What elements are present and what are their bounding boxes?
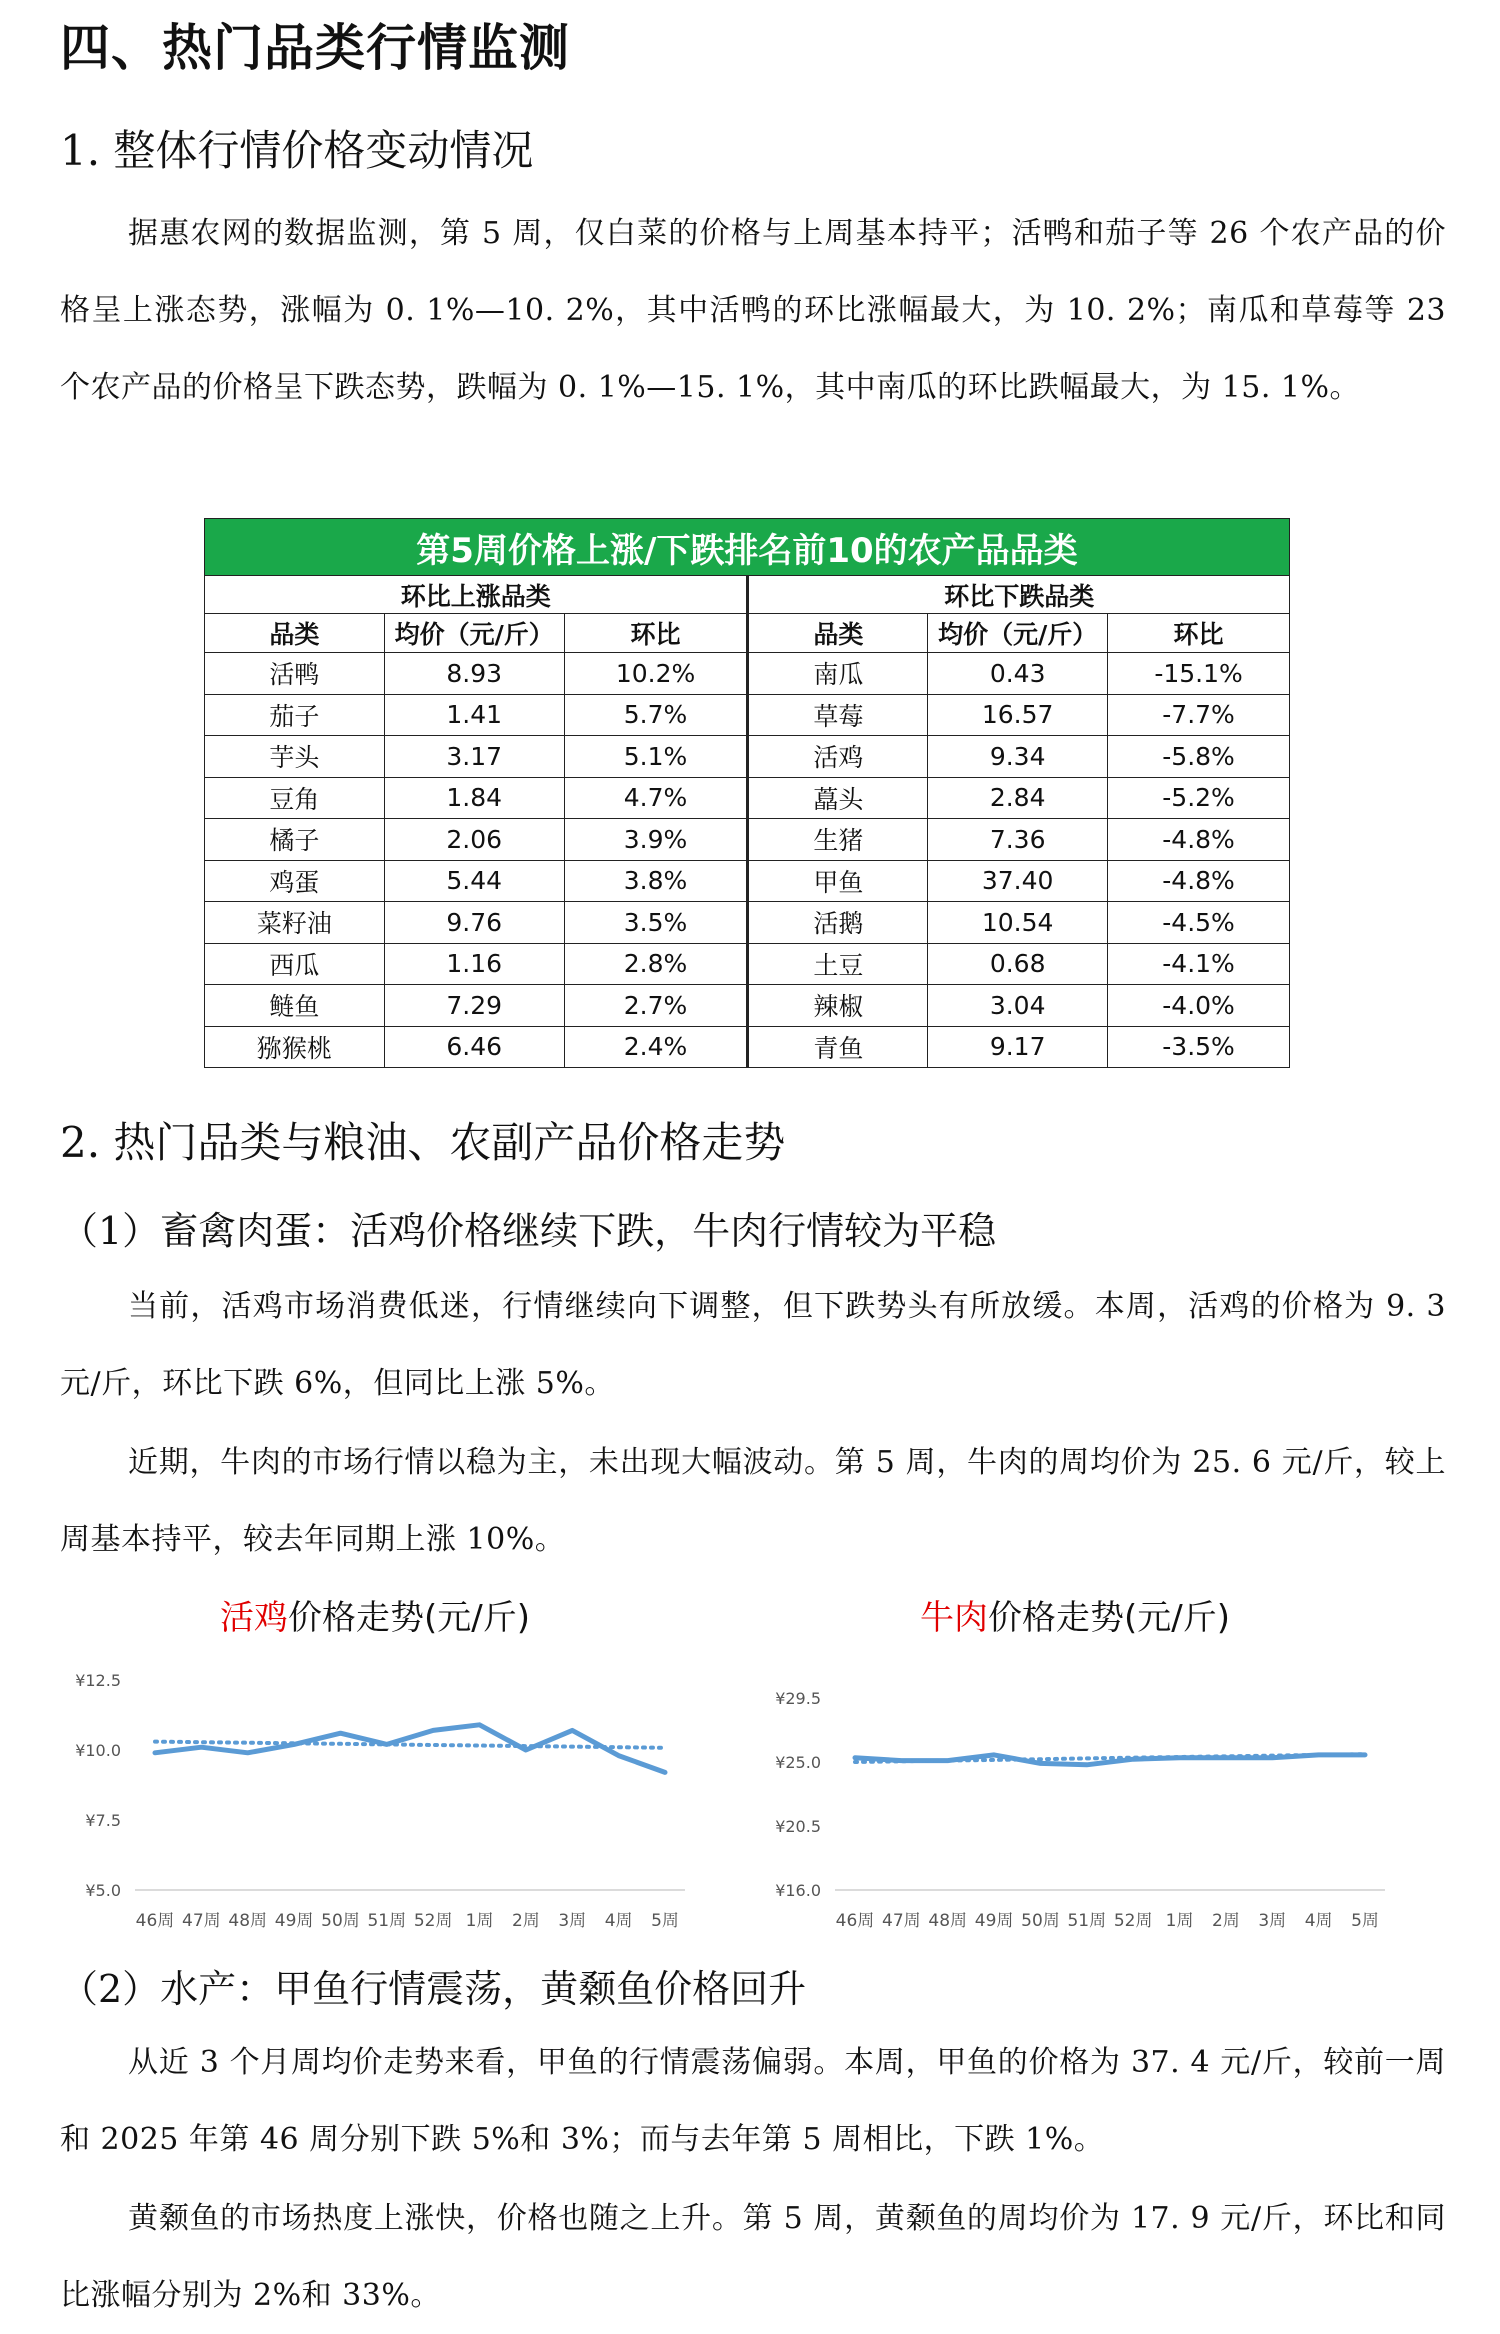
down-name-cell: 活鸡 xyxy=(748,736,928,778)
beef-xtick-label: 52周 xyxy=(1113,1911,1153,1931)
chicken-xtick-label: 48周 xyxy=(228,1911,268,1931)
up-price-cell: 3.17 xyxy=(384,736,564,778)
up-name-cell: 橘子 xyxy=(205,819,385,861)
chicken-xtick-label: 5周 xyxy=(651,1911,679,1931)
up-price-cell: 1.41 xyxy=(384,694,564,736)
down-name-cell: 活鹅 xyxy=(748,902,928,944)
section1-paragraph: 据惠农网的数据监测，第 5 周，仅白菜的价格与上周基本持平；活鸭和茄子等 26 个农产品的价格呈上涨态势，涨幅为 0. 1%—10. 2%，其中活鸭的环比涨幅最大，为 10. 2%；南瓜和草莓等 23 个农产品的价格呈下跌态势，跌幅为 0. 1%—15. 1%，其中南瓜的环比跌幅最大，为 15. 1%。 xyxy=(60,216,1446,405)
up-price-cell: 1.16 xyxy=(384,943,564,985)
beef-ytick-label: ¥25.0 xyxy=(775,1753,821,1772)
sub1-paragraph1: 当前，活鸡市场消费低迷，行情继续向下调整，但下跌势头有所放缓。本周，活鸡的价格为 9. 3 元/斤，环比下跌 6%，但同比上涨 5%。 xyxy=(60,1289,1446,1401)
up-name-cell: 猕猴桃 xyxy=(205,1026,385,1068)
chicken-xtick-label: 47周 xyxy=(182,1911,221,1931)
chicken-xtick-label: 51周 xyxy=(367,1911,407,1931)
beef-xtick-label: 2周 xyxy=(1211,1911,1240,1931)
table-row xyxy=(205,653,1290,695)
down-change-cell: -4.8% xyxy=(1108,819,1290,861)
col-change-up: 环比 xyxy=(564,614,748,653)
up-price-cell: 2.06 xyxy=(384,819,564,861)
up-name-cell: 菜籽油 xyxy=(205,902,385,944)
table-row xyxy=(205,902,1290,944)
beef-xtick-label: 49周 xyxy=(974,1911,1014,1931)
chicken-ytick-label: ¥7.5 xyxy=(85,1811,121,1830)
section2-title: 2. 热门品类与粮油、农副产品价格走势 xyxy=(60,1118,786,1167)
beef-xtick-label: 48周 xyxy=(928,1911,968,1931)
up-change-cell: 3.9% xyxy=(564,819,748,861)
down-price-cell: 37.40 xyxy=(928,860,1108,902)
beef-ytick-label: ¥29.5 xyxy=(775,1689,821,1708)
sub1-paragraph2: 近期，牛肉的市场行情以稳为主，未出现大幅波动。第 5 周，牛肉的周均价为 25. 6 元/斤，较上周基本持平，较去年同期上涨 10%。 xyxy=(60,1445,1446,1557)
down-price-cell: 7.36 xyxy=(928,819,1108,861)
beef-chart-svg xyxy=(750,1590,1410,1950)
sub2-paragraph2: 黄颡鱼的市场热度上涨快，价格也随之上升。第 5 周，黄颡鱼的周均价为 17. 9 元/斤，环比和同比涨幅分别为 2%和 33%。 xyxy=(60,2201,1446,2313)
up-change-cell: 3.8% xyxy=(564,860,748,902)
chicken-xtick-label: 1周 xyxy=(465,1911,494,1931)
down-header: 环比下跌品类 xyxy=(748,576,1290,614)
ranking-table xyxy=(204,518,1290,1068)
down-price-cell: 2.84 xyxy=(928,777,1108,819)
chicken-xtick-label: 49周 xyxy=(274,1911,314,1931)
down-price-cell: 3.04 xyxy=(928,985,1108,1027)
table-row xyxy=(205,736,1290,778)
ranking-table-wrap xyxy=(204,518,1290,1068)
chicken-xtick-label: 50周 xyxy=(321,1911,360,1931)
down-price-cell: 16.57 xyxy=(928,694,1108,736)
beef-chart-title-highlight: 牛肉 xyxy=(920,1598,988,1638)
chicken-price-chart xyxy=(50,1590,710,1950)
down-name-cell: 草莓 xyxy=(748,694,928,736)
down-change-cell: -5.2% xyxy=(1108,777,1290,819)
up-name-cell: 茄子 xyxy=(205,694,385,736)
up-price-cell: 9.76 xyxy=(384,902,564,944)
up-change-cell: 2.8% xyxy=(564,943,748,985)
chicken-trend-line xyxy=(155,1742,665,1748)
down-price-cell: 9.34 xyxy=(928,736,1108,778)
down-price-cell: 0.43 xyxy=(928,653,1108,695)
beef-price-chart xyxy=(750,1590,1410,1950)
beef-xtick-label: 50周 xyxy=(1021,1911,1060,1931)
sub1-title: （1）畜禽肉蛋：活鸡价格继续下跌，牛肉行情较为平稳 xyxy=(60,1209,997,1253)
chicken-xtick-label: 2周 xyxy=(511,1911,540,1931)
up-change-cell: 10.2% xyxy=(564,653,748,695)
beef-xtick-label: 51周 xyxy=(1067,1911,1107,1931)
section1-title: 1. 整体行情价格变动情况 xyxy=(60,126,534,175)
table-row xyxy=(205,943,1290,985)
down-change-cell: -4.5% xyxy=(1108,902,1290,944)
up-name-cell: 西瓜 xyxy=(205,943,385,985)
chicken-xtick-label: 52周 xyxy=(413,1911,453,1931)
down-name-cell: 土豆 xyxy=(748,943,928,985)
down-price-cell: 9.17 xyxy=(928,1026,1108,1068)
beef-ytick-label: ¥16.0 xyxy=(775,1881,821,1900)
table-row xyxy=(205,694,1290,736)
table-row xyxy=(205,860,1290,902)
sub2-title: （2）水产：甲鱼行情震荡，黄颡鱼价格回升 xyxy=(60,1967,807,2011)
down-name-cell: 藠头 xyxy=(748,777,928,819)
col-category-down: 品类 xyxy=(748,614,928,653)
down-name-cell: 生猪 xyxy=(748,819,928,861)
table-row xyxy=(205,1026,1290,1068)
down-change-cell: -15.1% xyxy=(1108,653,1290,695)
beef-ytick-label: ¥20.5 xyxy=(775,1817,821,1836)
down-change-cell: -4.0% xyxy=(1108,985,1290,1027)
table-title: 第5周价格上涨/下跌排名前10的农产品品类 xyxy=(205,519,1290,576)
up-price-cell: 6.46 xyxy=(384,1026,564,1068)
up-name-cell: 鲢鱼 xyxy=(205,985,385,1027)
down-change-cell: -4.8% xyxy=(1108,860,1290,902)
chicken-xtick-label: 46周 xyxy=(135,1911,175,1931)
chicken-chart-title-rest: 价格走势(元/斤) xyxy=(288,1598,530,1638)
col-change-down: 环比 xyxy=(1108,614,1290,653)
up-price-cell: 5.44 xyxy=(384,860,564,902)
chicken-ytick-label: ¥10.0 xyxy=(75,1741,121,1760)
chicken-ytick-label: ¥5.0 xyxy=(85,1881,121,1900)
down-change-cell: -5.8% xyxy=(1108,736,1290,778)
table-row xyxy=(205,819,1290,861)
down-price-cell: 10.54 xyxy=(928,902,1108,944)
beef-chart-title-rest: 价格走势(元/斤) xyxy=(988,1598,1230,1638)
chicken-chart-title-highlight: 活鸡 xyxy=(220,1598,288,1638)
up-header: 环比上涨品类 xyxy=(205,576,748,614)
down-price-cell: 0.68 xyxy=(928,943,1108,985)
up-change-cell: 2.4% xyxy=(564,1026,748,1068)
chicken-xtick-label: 3周 xyxy=(558,1911,587,1931)
chicken-chart-svg xyxy=(50,1590,710,1950)
chicken-ytick-label: ¥12.5 xyxy=(75,1671,121,1690)
up-change-cell: 2.7% xyxy=(564,985,748,1027)
down-change-cell: -7.7% xyxy=(1108,694,1290,736)
up-change-cell: 3.5% xyxy=(564,902,748,944)
chicken-xtick-label: 4周 xyxy=(604,1911,633,1931)
up-price-cell: 7.29 xyxy=(384,985,564,1027)
down-name-cell: 青鱼 xyxy=(748,1026,928,1068)
down-change-cell: -3.5% xyxy=(1108,1026,1290,1068)
down-change-cell: -4.1% xyxy=(1108,943,1290,985)
beef-xtick-label: 46周 xyxy=(835,1911,875,1931)
beef-xtick-label: 47周 xyxy=(882,1911,921,1931)
up-change-cell: 4.7% xyxy=(564,777,748,819)
beef-xtick-label: 5周 xyxy=(1351,1911,1379,1931)
table-row xyxy=(205,777,1290,819)
down-name-cell: 南瓜 xyxy=(748,653,928,695)
up-price-cell: 8.93 xyxy=(384,653,564,695)
up-name-cell: 活鸭 xyxy=(205,653,385,695)
beef-xtick-label: 4周 xyxy=(1304,1911,1333,1931)
sub2-paragraph1: 从近 3 个月周均价走势来看，甲鱼的行情震荡偏弱。本周，甲鱼的价格为 37. 4 元/斤，较前一周和 2025 年第 46 周分别下跌 5%和 3%；而与去年第 5 周相比，下跌 1%。 xyxy=(60,2045,1446,2157)
up-name-cell: 豆角 xyxy=(205,777,385,819)
main-heading: 四、热门品类行情监测 xyxy=(60,18,570,77)
up-price-cell: 1.84 xyxy=(384,777,564,819)
up-change-cell: 5.1% xyxy=(564,736,748,778)
down-name-cell: 甲鱼 xyxy=(748,860,928,902)
down-name-cell: 辣椒 xyxy=(748,985,928,1027)
up-change-cell: 5.7% xyxy=(564,694,748,736)
up-name-cell: 芋头 xyxy=(205,736,385,778)
beef-xtick-label: 3周 xyxy=(1258,1911,1287,1931)
col-price-down: 均价（元/斤） xyxy=(928,614,1108,653)
col-price-up: 均价（元/斤） xyxy=(384,614,564,653)
beef-xtick-label: 1周 xyxy=(1165,1911,1194,1931)
col-category-up: 品类 xyxy=(205,614,385,653)
table-row xyxy=(205,985,1290,1027)
up-name-cell: 鸡蛋 xyxy=(205,860,385,902)
